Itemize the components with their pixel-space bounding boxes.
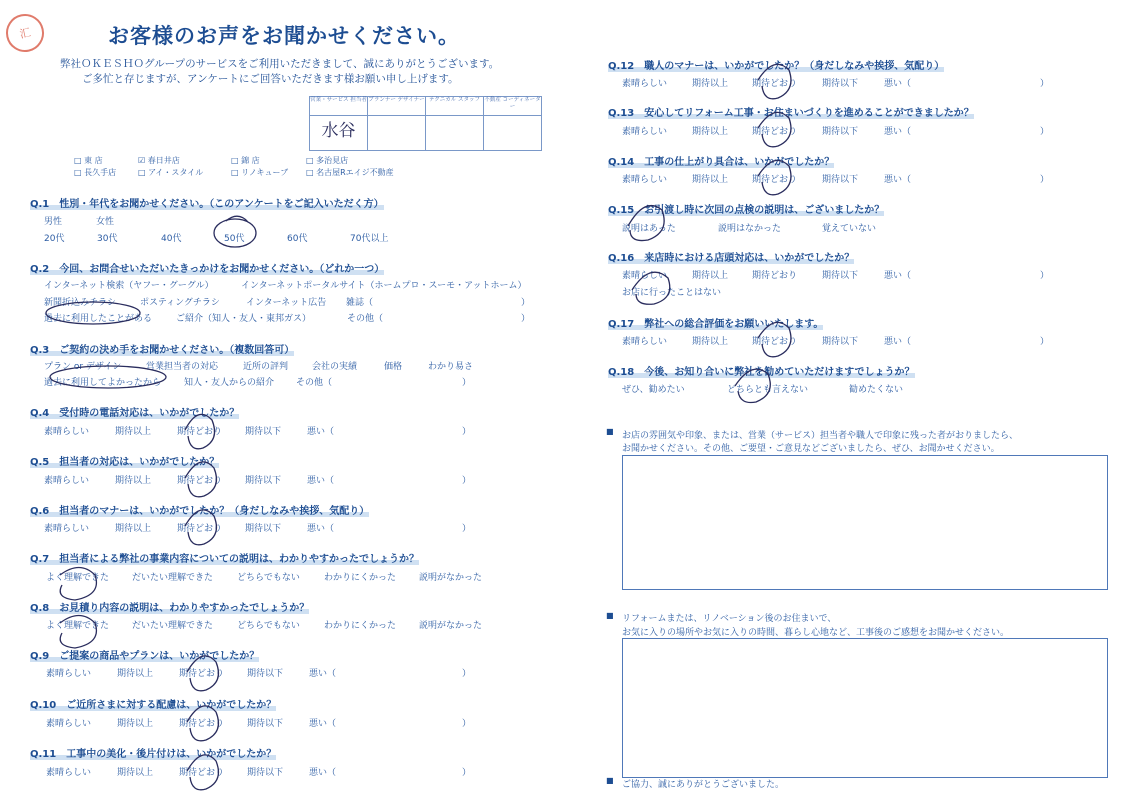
q2-option[interactable]: 新聞折込みチラシ <box>44 298 117 308</box>
question-1: Q.1 性別・年代をお聞かせください。（このアンケートをご記入いただく方） <box>30 199 384 210</box>
closing-message: ご協力、誠にありがとうございました。 <box>622 780 785 790</box>
staff-sales-value[interactable]: 水谷 <box>310 116 368 151</box>
question-2: Q.2 今回、お問合せいただいたきっかけをお聞かせください。（どれか一つ） <box>30 264 385 275</box>
q3-paren: ） <box>462 378 472 388</box>
q11-option[interactable]: 期待以上 <box>117 768 154 778</box>
q17-option[interactable]: 期待以下 <box>822 337 859 347</box>
q18-option[interactable]: ぜひ、勧めたい <box>622 385 685 395</box>
q17-option[interactable]: 素晴らしい <box>622 337 668 347</box>
comment2-prompt-line1: リフォームまたは、リノベーション後のお住まいで、 <box>622 614 837 624</box>
staff-header: テクニカル スタッフ <box>426 97 484 116</box>
q4-paren: ） <box>462 427 472 437</box>
store-checkbox-renocube[interactable]: □ リノキューブ <box>231 168 289 177</box>
store-checkbox-nishiki[interactable]: □ 錦 店 <box>231 156 260 165</box>
q9-option[interactable]: 素晴らしい <box>46 669 92 679</box>
q1-option[interactable]: 60代 <box>287 234 308 244</box>
q6-option[interactable]: 素晴らしい <box>44 524 90 534</box>
question-15: Q.15 お引渡し時に次回の点検の説明は、ございましたか？ <box>608 205 885 216</box>
question-7: Q.7 担当者による弊社の事業内容についての説明は、わかりやすかったでしょうか？ <box>30 554 420 565</box>
staff-header: 不動産 コーディネーター <box>484 97 542 116</box>
q1-option[interactable]: 女性 <box>96 217 115 227</box>
store-checkbox-realestate[interactable]: □ 名古屋Rエイジ不動産 <box>306 168 394 177</box>
q11-option[interactable]: 素晴らしい <box>46 768 92 778</box>
q2-option[interactable]: インターネット広告 <box>246 298 327 308</box>
q1-option[interactable]: 50代 <box>224 234 245 244</box>
q3-option[interactable]: 近所の評判 <box>243 362 289 372</box>
comment2-prompt-line2: お気に入りの場所やお気に入りの時間、暮らし心地など、工事後のご感想をお聞かせください。 <box>622 628 1010 638</box>
q7-option[interactable]: よく理解できた <box>46 573 110 583</box>
q17-option[interactable]: 期待以上 <box>692 337 729 347</box>
q3-option[interactable]: 過去に利用してよかったから <box>44 378 162 388</box>
comment-box-after-renovation[interactable] <box>622 638 1108 778</box>
question-17: Q.17 弊社への総合評価をお願いいたします。 <box>608 319 824 330</box>
q6-option[interactable]: 悪い（ <box>307 524 335 534</box>
q3-option[interactable]: プラン or デザイン <box>44 362 122 372</box>
staff-planner-value[interactable] <box>368 116 426 151</box>
intro-line-2: ご多忙と存じますが、アンケートにご回答いただきます様お願い申し上げます。 <box>82 73 459 85</box>
q3-option[interactable]: 知人・友人からの紹介 <box>184 378 275 388</box>
question-18: Q.18 今後、お知り合いに弊社を勧めていただけますでしょうか？ <box>608 367 915 378</box>
question-16: Q.16 来店時における店頭対応は、いかがでしたか？ <box>608 253 855 264</box>
q9-paren: ） <box>462 669 472 679</box>
q1-option[interactable]: 30代 <box>97 234 118 244</box>
staff-header: プランナー デザイナー <box>368 97 426 116</box>
q5-paren: ） <box>462 476 472 486</box>
q3-option[interactable]: わかり易さ <box>428 362 474 372</box>
page-title: お客様のお声をお聞かせください。 <box>108 24 460 48</box>
q12-option[interactable]: 悪い（ <box>884 79 912 89</box>
q16-option[interactable]: 期待どおり <box>752 271 798 281</box>
q10-option[interactable]: 期待以下 <box>247 719 284 729</box>
q6-paren: ） <box>462 524 472 534</box>
q16-option[interactable]: 期待以上 <box>692 271 729 281</box>
q6-option[interactable]: 期待以上 <box>115 524 152 534</box>
q2-option[interactable]: 過去に利用したことがある <box>44 314 153 324</box>
q10-option[interactable]: 素晴らしい <box>46 719 92 729</box>
q17-option[interactable]: 悪い（ <box>884 337 912 347</box>
q12-option[interactable]: 期待以上 <box>692 79 729 89</box>
q17-paren: ） <box>1040 337 1050 347</box>
q13-option[interactable]: 悪い（ <box>884 127 912 137</box>
q8-option[interactable]: だいたい理解できた <box>132 621 214 631</box>
q7-option[interactable]: 説明がなかった <box>419 573 483 583</box>
question-10: Q.10 ご近所さまに対する配慮は、いかがでしたか？ <box>30 700 277 711</box>
q2-option[interactable]: ご紹介（知人・友人・東邦ガス） <box>176 314 312 324</box>
q14-option[interactable]: 期待以下 <box>822 175 859 185</box>
q18-option[interactable]: どちらとも言えない <box>727 385 809 395</box>
q14-option[interactable]: 期待以上 <box>692 175 729 185</box>
q8-option[interactable]: 説明がなかった <box>419 621 483 631</box>
q16-option-not-visited[interactable]: お店に行ったことはない <box>622 288 722 298</box>
question-5: Q.5 担当者の対応は、いかがでしたか？ <box>30 457 220 468</box>
q15-option[interactable]: 説明はなかった <box>718 224 782 234</box>
q14-option[interactable]: 悪い（ <box>884 175 912 185</box>
store-checkbox-nagakute[interactable]: □ 長久手店 <box>74 168 117 177</box>
q2-paren: ） <box>521 298 531 308</box>
staff-realestate-value[interactable] <box>484 116 542 151</box>
q8-option[interactable]: よく理解できた <box>46 621 110 631</box>
question-11: Q.11 工事中の美化・後片付けは、いかがでしたか？ <box>30 749 277 760</box>
q16-option[interactable]: 素晴らしい <box>622 271 668 281</box>
q4-option[interactable]: 悪い（ <box>307 427 335 437</box>
staff-header: 営業・サービス 担当者 <box>310 97 368 116</box>
q11-option[interactable]: 悪い（ <box>309 768 337 778</box>
q1-option[interactable]: 20代 <box>44 234 65 244</box>
q2-option[interactable]: インターネットポータルサイト（ホームプロ・スーモ・アットホーム） <box>241 281 527 291</box>
q7-option[interactable]: だいたい理解できた <box>132 573 214 583</box>
question-14: Q.14 工事の仕上がり具合は、いかがでしたか？ <box>608 157 835 168</box>
q18-option[interactable]: 勧めたくない <box>849 385 904 395</box>
q10-option[interactable]: 期待どおり <box>179 719 225 729</box>
q11-option[interactable]: 期待以下 <box>247 768 284 778</box>
q11-paren: ） <box>462 768 472 778</box>
question-6: Q.6 担当者のマナーは、いかがでしたか？（身だしなみや挨拶、気配り） <box>30 506 370 517</box>
bullet-square-icon: ■ <box>606 611 614 620</box>
question-13: Q.13 安心してリフォーム工事・お住まいづくりを進めることができましたか？ <box>608 108 974 119</box>
q5-option[interactable]: 素晴らしい <box>44 476 90 486</box>
q10-option[interactable]: 悪い（ <box>309 719 337 729</box>
q11-option[interactable]: 期待どおり <box>179 768 225 778</box>
q3-option[interactable]: 会社の実績 <box>312 362 358 372</box>
q12-option[interactable]: 期待どおり <box>752 79 798 89</box>
staff-technical-value[interactable] <box>426 116 484 151</box>
q8-option[interactable]: どちらでもない <box>237 621 300 631</box>
q12-option[interactable]: 期待以下 <box>822 79 859 89</box>
q9-option[interactable]: 期待以下 <box>247 669 284 679</box>
bullet-square-icon: ■ <box>606 427 614 436</box>
q15-option[interactable]: 覚えていない <box>822 224 877 234</box>
q1-option[interactable]: 男性 <box>44 217 63 227</box>
q6-option[interactable]: 期待どおり <box>177 524 223 534</box>
q13-option[interactable]: 期待以下 <box>822 127 859 137</box>
q8-option[interactable]: わかりにくかった <box>324 621 397 631</box>
q13-option[interactable]: 期待どおり <box>752 127 798 137</box>
store-checkbox-higashi[interactable]: □ 東 店 <box>74 156 103 165</box>
q10-paren: ） <box>462 719 472 729</box>
intro-line-1: 弊社ＯＫＥＳＨＯグループのサービスをご利用いただきまして、誠にありがとうございます。 <box>60 58 500 70</box>
q4-option[interactable]: 期待どおり <box>177 427 223 437</box>
q2-option[interactable]: 雑誌（ <box>346 298 374 308</box>
q1-option[interactable]: 70代以上 <box>350 234 389 244</box>
q7-option[interactable]: わかりにくかった <box>324 573 397 583</box>
comment1-prompt-line2: お聞かせください。その他、ご要望・ご意見などございましたら、ぜひ、お聞かせください。 <box>622 444 1000 454</box>
q2-paren: ） <box>521 314 531 324</box>
q2-option[interactable]: その他（ <box>347 314 384 324</box>
q5-option[interactable]: 悪い（ <box>307 476 335 486</box>
q3-option[interactable]: その他（ <box>296 378 333 388</box>
question-9: Q.9 ご提案の商品やプランは、いかがでしたか？ <box>30 651 260 662</box>
q4-option[interactable]: 期待以上 <box>115 427 152 437</box>
question-8: Q.8 お見積り内容の説明は、わかりやすかったでしょうか？ <box>30 603 310 614</box>
q2-option[interactable]: インターネット検索（ヤフー・グーグル） <box>44 281 214 291</box>
q7-option[interactable]: どちらでもない <box>237 573 300 583</box>
question-12: Q.12 職人のマナーは、いかがでしたか？（身だしなみや挨拶、気配り） <box>608 61 945 72</box>
store-checkbox-istyle[interactable]: □ アイ・スタイル <box>138 168 204 177</box>
q17-option[interactable]: 期待どおり <box>752 337 798 347</box>
q3-option[interactable]: 価格 <box>384 362 403 372</box>
q9-option[interactable]: 期待以上 <box>117 669 154 679</box>
q5-option[interactable]: 期待どおり <box>177 476 223 486</box>
q3-option[interactable]: 営業担当者の対応 <box>146 362 219 372</box>
q15-option[interactable]: 説明はあった <box>622 224 676 234</box>
store-checkbox-kasugai[interactable]: ☑ 春日井店 <box>138 156 180 165</box>
q9-option[interactable]: 悪い（ <box>309 669 337 679</box>
question-4: Q.4 受付時の電話対応は、いかがでしたか？ <box>30 408 240 419</box>
question-3: Q.3 ご契約の決め手をお聞かせください。（複数回答可） <box>30 345 295 356</box>
q16-option[interactable]: 悪い（ <box>884 271 912 281</box>
q13-option[interactable]: 期待以上 <box>692 127 729 137</box>
store-checkbox-tajimi[interactable]: □ 多治見店 <box>306 156 349 165</box>
q9-option[interactable]: 期待どおり <box>179 669 225 679</box>
q16-option[interactable]: 期待以下 <box>822 271 859 281</box>
q1-option[interactable]: 40代 <box>161 234 182 244</box>
q14-option[interactable]: 期待どおり <box>752 175 798 185</box>
q13-option[interactable]: 素晴らしい <box>622 127 668 137</box>
bullet-square-icon: ■ <box>606 776 614 785</box>
q13-paren: ） <box>1040 127 1050 137</box>
q12-option[interactable]: 素晴らしい <box>622 79 668 89</box>
q4-option[interactable]: 素晴らしい <box>44 427 90 437</box>
q2-option[interactable]: ポスティングチラシ <box>140 298 220 308</box>
q5-option[interactable]: 期待以下 <box>245 476 282 486</box>
q6-option[interactable]: 期待以下 <box>245 524 282 534</box>
comment1-prompt-line1: お店の雰囲気や印象、または、営業（サービス）担当者や職人で印象に残った者がおりましたら、 <box>622 431 1019 441</box>
comment-box-impressions[interactable] <box>622 455 1108 590</box>
q4-option[interactable]: 期待以下 <box>245 427 282 437</box>
q14-option[interactable]: 素晴らしい <box>622 175 668 185</box>
q10-option[interactable]: 期待以上 <box>117 719 154 729</box>
q16-paren: ） <box>1040 271 1050 281</box>
q12-paren: ） <box>1040 79 1050 89</box>
q5-option[interactable]: 期待以上 <box>115 476 152 486</box>
staff-table <box>309 96 542 151</box>
q14-paren: ） <box>1040 175 1050 185</box>
company-seal-stamp: 汇 <box>2 10 47 55</box>
answer-circle-q1-tail <box>226 216 248 222</box>
